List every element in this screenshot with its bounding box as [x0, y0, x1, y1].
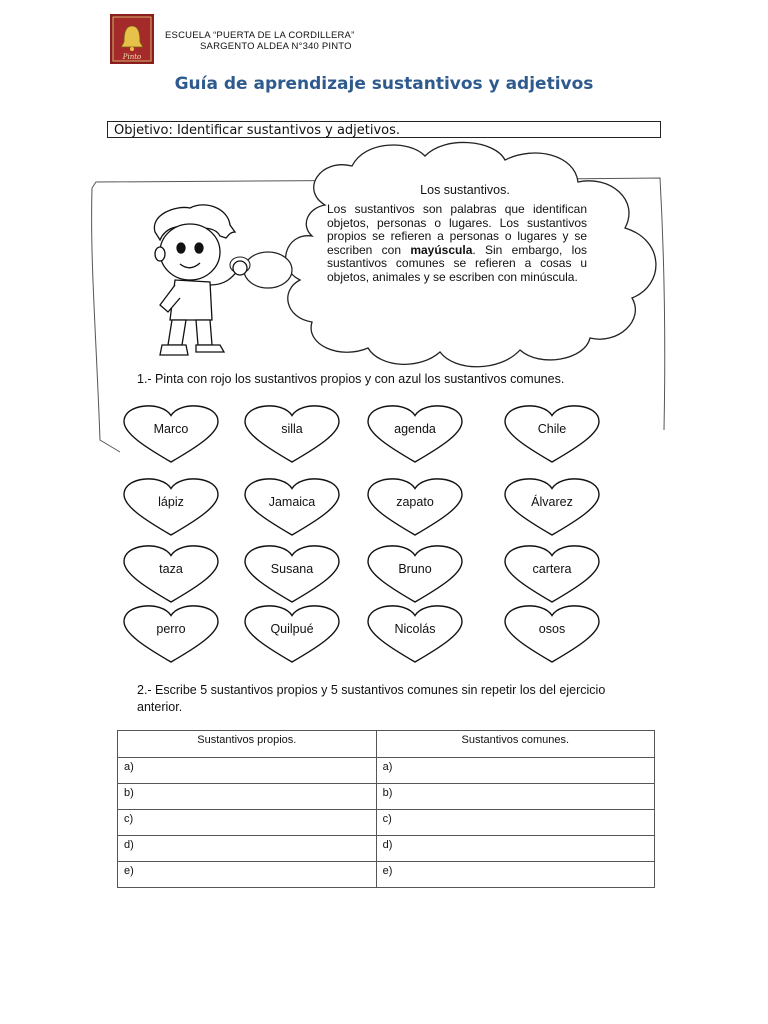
answer-cell-comun[interactable]: a) — [376, 758, 654, 784]
answer-cell-comun[interactable]: e) — [376, 862, 654, 888]
logo-text: Pinto — [122, 53, 142, 61]
column-header-propios: Sustantivos propios. — [118, 731, 377, 758]
school-name: ESCUELA “PUERTA DE LA CORDILLERA” — [165, 30, 355, 41]
exercise2-instruction: 2.- Escribe 5 sustantivos propios y 5 sustantivos comunes sin repetir los del ejercicio anterior. — [137, 683, 606, 714]
nouns-table — [117, 730, 655, 888]
answer-cell-propio[interactable]: b) — [118, 784, 377, 810]
heart-word: Jamaica — [268, 495, 316, 509]
heart-word: agenda — [394, 422, 436, 436]
cloud-text-bold: mayúscula — [410, 242, 473, 257]
heart-word: zapato — [396, 495, 434, 509]
exercise1-instruction: 1.- Pinta con rojo los sustantivos propios y con azul los sustantivos comunes. — [137, 372, 565, 386]
table-row — [118, 836, 655, 862]
table-row — [118, 810, 655, 836]
heart-word: Marco — [153, 422, 189, 436]
heart-word: Nicolás — [394, 622, 436, 636]
answer-cell-comun[interactable]: d) — [376, 836, 654, 862]
table-row — [118, 862, 655, 888]
answer-cell-propio[interactable]: c) — [118, 810, 377, 836]
answer-cell-comun[interactable]: c) — [376, 810, 654, 836]
answer-cell-comun[interactable]: b) — [376, 784, 654, 810]
heart-word: Quilpué — [270, 622, 314, 636]
objective-box: Objetivo: Identificar sustantivos y adjetivos. — [107, 121, 661, 138]
answer-cell-propio[interactable]: e) — [118, 862, 377, 888]
table-header-row — [118, 731, 655, 758]
school-address: SARGENTO ALDEA N°340 PINTO — [200, 41, 352, 52]
table-row — [118, 758, 655, 784]
heart-word: perro — [156, 622, 186, 636]
heart-word: silla — [281, 422, 303, 436]
page-title: Guía de aprendizaje sustantivos y adjetivos — [174, 74, 594, 94]
cloud-text-part2: . Sin embargo, los sustantivos comunes se refieren a cosas u objetos, animales y se escriben con minúscula. — [327, 242, 588, 284]
heart-word: cartera — [532, 562, 572, 576]
heart-word: Álvarez — [531, 495, 573, 509]
answer-cell-propio[interactable]: d) — [118, 836, 377, 862]
heart-word: Bruno — [398, 562, 432, 576]
cloud-text-part1: Los sustantivos son palabras que identifican objetos, personas o lugares. Los sustantivos propios se refieren a personas o lugares y se escriben con — [327, 202, 587, 257]
table-row — [118, 784, 655, 810]
heart-word: Chile — [537, 422, 567, 436]
heart-word: osos — [538, 622, 566, 636]
column-header-comunes: Sustantivos comunes. — [376, 731, 654, 758]
heart-word: lápiz — [158, 495, 184, 509]
cloud-title: Los sustantivos. — [420, 183, 510, 197]
heart-word: Susana — [270, 562, 314, 576]
heart-word: taza — [159, 562, 183, 576]
answer-cell-propio[interactable]: a) — [118, 758, 377, 784]
